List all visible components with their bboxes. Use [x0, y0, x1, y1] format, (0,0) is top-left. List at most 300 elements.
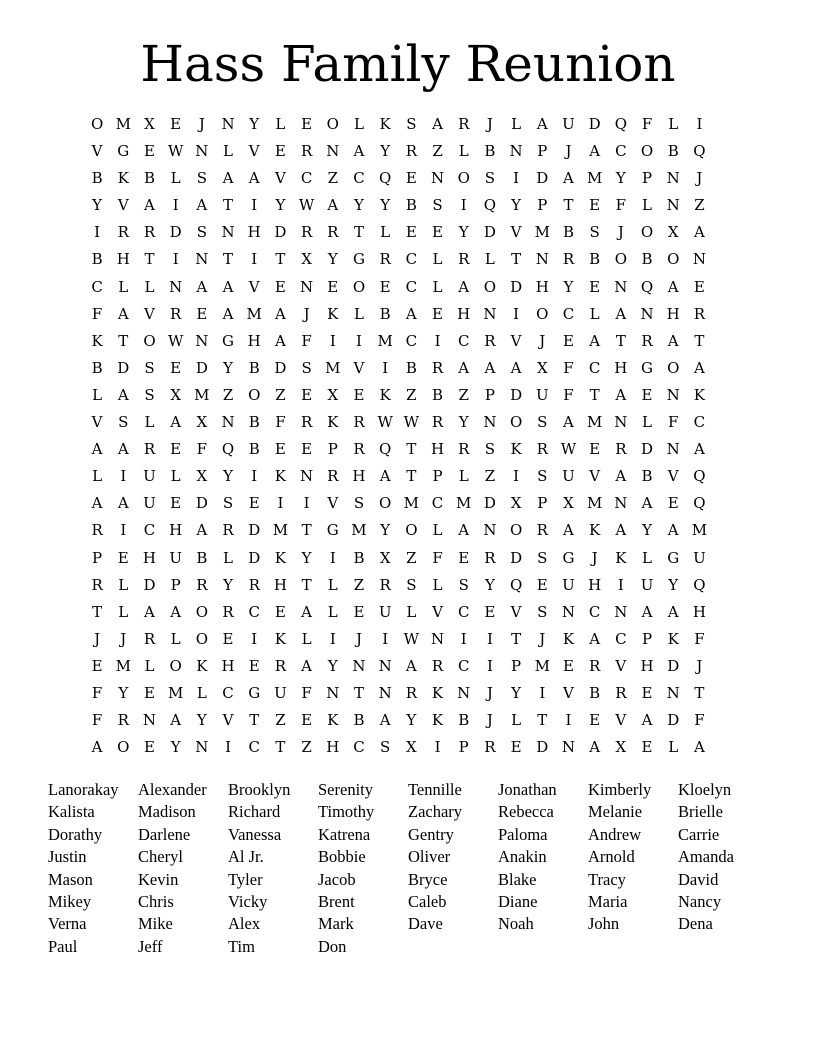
grid-letter: B	[589, 683, 601, 702]
grid-letter: M	[246, 304, 262, 323]
grid-letter: G	[222, 331, 235, 350]
grid-letter: R	[117, 223, 129, 242]
grid-letter: A	[91, 494, 103, 513]
grid-letter: L	[92, 385, 103, 404]
grid-letter: J	[696, 169, 703, 188]
word-list-item: Tyler	[228, 869, 263, 889]
grid-letter: A	[301, 602, 313, 621]
grid-letter: Z	[222, 385, 234, 404]
grid-letter: R	[300, 142, 313, 161]
grid-letter: E	[327, 277, 339, 296]
grid-letter: I	[434, 331, 441, 350]
grid-letter: J	[94, 629, 101, 648]
grid-letter: E	[589, 277, 601, 296]
grid-letter: L	[511, 115, 522, 133]
grid-letter: R	[222, 521, 234, 540]
grid-letter: B	[405, 358, 417, 377]
grid-letter: H	[614, 358, 628, 377]
word-list-item: Tennille	[408, 780, 462, 799]
grid-letter: O	[640, 223, 654, 242]
word-list-item: Amanda	[678, 847, 734, 867]
grid-letter: E	[641, 385, 653, 404]
word-list-item: Mike	[138, 914, 173, 934]
grid-letter: U	[693, 548, 706, 567]
grid-letter: C	[248, 738, 260, 757]
grid-letter: D	[483, 494, 496, 513]
grid-letter: G	[326, 521, 339, 540]
grid-letter: K	[327, 413, 339, 432]
grid-letter: I	[329, 548, 336, 567]
grid-letter: H	[352, 467, 366, 486]
grid-letter: B	[589, 250, 601, 269]
grid-letter: N	[483, 413, 497, 432]
grid-letter: E	[222, 629, 234, 648]
grid-letter: W	[377, 413, 393, 432]
grid-letter: V	[510, 331, 522, 350]
grid-letter: A	[222, 169, 234, 188]
grid-letter: K	[562, 629, 575, 648]
grid-letter: L	[327, 602, 338, 621]
grid-letter: I	[617, 575, 624, 594]
grid-letter: G	[562, 548, 575, 567]
grid-letter: I	[251, 467, 258, 486]
grid-letter: P	[537, 196, 548, 215]
grid-letter: C	[457, 656, 470, 675]
grid-letter: D	[248, 548, 261, 567]
grid-letter: H	[221, 656, 235, 675]
grid-letter: R	[458, 440, 470, 459]
grid-letter: L	[484, 250, 495, 269]
grid-letter: E	[248, 656, 260, 675]
word-list-item: Anakin	[498, 847, 547, 867]
grid-letter: Y	[380, 196, 391, 215]
grid-letter: R	[431, 656, 444, 675]
grid-letter: S	[589, 223, 600, 242]
grid-letter: R	[536, 440, 548, 459]
word-list-item: Rebecca	[498, 802, 554, 822]
grid-letter: F	[196, 440, 208, 459]
grid-letter: N	[483, 521, 497, 540]
grid-letter: L	[642, 196, 653, 215]
grid-letter: J	[486, 115, 493, 133]
grid-letter: S	[380, 738, 391, 757]
grid-letter: R	[379, 575, 391, 594]
grid-letter: L	[353, 304, 364, 323]
grid-letter: Q	[693, 575, 706, 594]
grid-letter: C	[615, 142, 627, 161]
grid-letter: S	[484, 169, 496, 188]
grid-letter: T	[275, 738, 286, 757]
grid-letter: I	[513, 467, 520, 486]
grid-letter: I	[120, 521, 127, 540]
grid-letter: I	[303, 494, 310, 513]
grid-letter: T	[615, 331, 626, 350]
grid-letter: R	[379, 250, 391, 269]
grid-letter: R	[405, 683, 417, 702]
grid-letter: D	[510, 277, 523, 296]
grid-letter: E	[693, 277, 705, 296]
grid-letter: B	[91, 358, 103, 377]
grid-letter: H	[588, 575, 602, 594]
grid-letter: L	[144, 277, 155, 296]
grid-letter: N	[326, 142, 340, 161]
grid-letter: B	[91, 169, 103, 188]
grid-letter: Q	[693, 494, 706, 513]
grid-letter: R	[353, 413, 365, 432]
grid-letter: E	[170, 115, 182, 133]
grid-letter: D	[536, 738, 549, 757]
word-list-item: Lanorakay	[48, 780, 119, 799]
grid-letter: C	[588, 358, 601, 377]
grid-letter: F	[91, 683, 103, 702]
grid-letter: V	[248, 277, 260, 296]
grid-letter: B	[458, 711, 470, 730]
grid-letter: D	[274, 358, 287, 377]
word-list-item: Brielle	[678, 802, 723, 822]
grid-letter: N	[483, 304, 497, 323]
grid-letter: Y	[327, 656, 338, 675]
grid-letter: L	[642, 548, 653, 567]
grid-letter: E	[170, 440, 182, 459]
grid-letter: L	[353, 115, 364, 133]
grid-letter: A	[563, 521, 574, 540]
grid-letter: J	[120, 629, 127, 648]
word-list-item: Cheryl	[138, 847, 183, 867]
grid-letter: C	[431, 494, 444, 513]
grid-letter: F	[694, 711, 705, 730]
grid-letter: P	[458, 738, 469, 757]
grid-letter: E	[667, 494, 679, 513]
grid-letter: V	[117, 196, 129, 215]
grid-letter: I	[539, 683, 546, 702]
word-list-item: Kevin	[138, 869, 179, 889]
grid-letter: U	[640, 575, 654, 594]
grid-letter: F	[563, 385, 574, 404]
grid-letter: B	[353, 711, 365, 730]
grid-letter: I	[513, 169, 520, 188]
grid-letter: F	[432, 548, 443, 567]
grid-letter: K	[196, 656, 208, 675]
grid-letter: L	[170, 169, 181, 188]
grid-letter: A	[274, 304, 286, 323]
grid-letter: W	[403, 413, 420, 432]
grid-letter: A	[432, 115, 443, 133]
grid-letter: Y	[170, 738, 181, 757]
grid-letter: C	[353, 738, 365, 757]
grid-letter: I	[120, 467, 127, 486]
grid-letter: D	[510, 548, 523, 567]
word-list-item: Tracy	[588, 869, 626, 889]
word-list-item: Chris	[138, 891, 174, 911]
grid-letter: A	[589, 331, 601, 350]
grid-letter: H	[247, 223, 261, 242]
grid-letter: A	[615, 304, 627, 323]
grid-letter: F	[91, 304, 103, 323]
word-list-item: Maria	[588, 891, 628, 911]
grid-letter: U	[143, 467, 156, 486]
grid-letter: W	[298, 196, 315, 215]
grid-letter: N	[195, 331, 209, 350]
grid-letter: R	[458, 250, 470, 269]
grid-letter: Y	[223, 467, 233, 486]
grid-letter: Z	[406, 548, 417, 567]
grid-letter: A	[693, 358, 705, 377]
grid-letter: S	[222, 494, 234, 513]
word-list-item: Mikey	[48, 891, 92, 911]
grid-letter: V	[91, 142, 103, 161]
grid-letter: X	[406, 738, 417, 757]
grid-letter: O	[640, 142, 654, 161]
grid-letter: N	[666, 169, 680, 188]
grid-letter: B	[248, 440, 260, 459]
grid-letter: A	[117, 494, 129, 513]
grid-letter: R	[353, 440, 365, 459]
grid-letter: C	[588, 602, 601, 621]
grid-letter: L	[223, 548, 234, 567]
grid-letter: L	[458, 467, 469, 486]
grid-letter: R	[196, 575, 208, 594]
grid-letter: R	[589, 656, 601, 675]
word-list	[48, 779, 768, 958]
grid-letter: I	[486, 656, 493, 675]
grid-letter: M	[115, 115, 131, 133]
grid-letter: A	[379, 711, 391, 730]
grid-letter: T	[694, 683, 705, 702]
grid-letter: Z	[694, 196, 705, 215]
grid-letter: K	[274, 467, 287, 486]
grid-letter: J	[539, 629, 546, 648]
grid-letter: T	[249, 711, 260, 730]
grid-letter: T	[406, 440, 417, 459]
grid-letter: R	[484, 548, 496, 567]
grid-letter: E	[379, 277, 391, 296]
grid-letter: R	[222, 602, 234, 621]
grid-letter: I	[329, 629, 336, 648]
grid-letter: U	[562, 575, 575, 594]
grid-letter: A	[667, 331, 679, 350]
grid-letter: R	[143, 223, 156, 242]
grid-letter: V	[91, 413, 103, 432]
grid-letter: V	[510, 223, 522, 242]
grid-letter: P	[641, 629, 653, 648]
grid-letter: N	[561, 738, 576, 757]
grid-letter: M	[167, 683, 184, 702]
grid-letter: A	[170, 413, 182, 432]
grid-letter: B	[91, 250, 103, 269]
grid-letter: A	[117, 385, 129, 404]
grid-letter: X	[170, 385, 181, 404]
grid-letter: H	[116, 250, 130, 269]
grid-letter: I	[356, 331, 362, 350]
grid-letter: X	[615, 738, 627, 757]
grid-letter: D	[195, 494, 208, 513]
grid-letter: Y	[380, 142, 391, 161]
grid-letter: V	[144, 304, 155, 323]
grid-letter: G	[248, 683, 261, 702]
grid-letter: E	[117, 548, 129, 567]
grid-letter: R	[327, 223, 339, 242]
word-list-item: Nancy	[678, 891, 722, 911]
grid-letter: E	[458, 548, 470, 567]
grid-letter: W	[167, 142, 184, 161]
grid-letter: A	[536, 115, 548, 133]
grid-letter: J	[591, 548, 598, 567]
grid-letter: W	[560, 440, 577, 459]
word-list-item: Al Jr.	[228, 847, 264, 867]
grid-letter: P	[537, 142, 548, 161]
grid-letter: Y	[458, 413, 469, 432]
grid-letter: I	[251, 196, 258, 215]
grid-letter: E	[405, 223, 417, 242]
grid-letter: A	[170, 711, 182, 730]
grid-letter: A	[484, 358, 496, 377]
word-list-item: Don	[318, 936, 347, 956]
word-list-item: Bobbie	[318, 847, 366, 867]
grid-letter: N	[614, 413, 628, 432]
grid-letter: L	[144, 413, 155, 432]
grid-letter: N	[666, 440, 680, 459]
grid-letter: H	[666, 304, 680, 323]
grid-letter: J	[198, 115, 205, 133]
grid-letter: K	[117, 169, 129, 188]
grid-letter: Q	[379, 440, 392, 459]
grid-letter: C	[405, 250, 418, 269]
grid-letter: T	[275, 250, 286, 269]
grid-letter: I	[277, 494, 284, 513]
grid-letter: A	[615, 521, 627, 540]
grid-letter: Y	[642, 521, 652, 540]
grid-letter: H	[430, 440, 445, 459]
grid-letter: L	[92, 467, 103, 486]
grid-letter: N	[666, 385, 680, 404]
grid-letter: Y	[511, 196, 522, 215]
word-search-grid	[84, 111, 713, 761]
grid-letter: S	[458, 575, 469, 594]
grid-letter: L	[144, 656, 155, 675]
grid-letter: O	[379, 494, 392, 513]
grid-letter: F	[668, 413, 679, 432]
grid-letter: A	[693, 440, 705, 459]
grid-letter: N	[221, 115, 235, 133]
grid-letter: D	[510, 385, 523, 404]
grid-letter: L	[511, 711, 522, 730]
grid-letter: R	[405, 142, 417, 161]
grid-letter: T	[537, 711, 548, 730]
grid-letter: A	[117, 440, 129, 459]
grid-letter: N	[430, 169, 445, 188]
grid-letter: J	[486, 711, 493, 730]
grid-letter: N	[352, 656, 366, 675]
grid-letter: A	[693, 223, 705, 242]
grid-letter: X	[536, 358, 548, 377]
grid-letter: T	[511, 250, 522, 269]
grid-letter: Y	[354, 196, 364, 215]
grid-letter: L	[432, 575, 443, 594]
grid-letter: R	[615, 683, 627, 702]
grid-letter: F	[301, 331, 312, 350]
grid-letter: T	[511, 629, 522, 648]
grid-letter: R	[170, 304, 182, 323]
grid-letter: T	[223, 196, 234, 215]
word-list-item: John	[588, 914, 620, 934]
grid-letter: U	[169, 548, 182, 567]
grid-letter: R	[562, 250, 575, 269]
grid-letter: V	[563, 683, 574, 702]
grid-letter: W	[167, 331, 184, 350]
grid-letter: F	[91, 711, 103, 730]
grid-letter: S	[406, 575, 417, 594]
grid-letter: T	[144, 250, 155, 269]
grid-letter: K	[667, 629, 679, 648]
grid-letter: R	[641, 331, 653, 350]
grid-letter: F	[615, 196, 627, 215]
grid-letter: K	[431, 683, 444, 702]
grid-letter: F	[301, 683, 312, 702]
grid-letter: V	[615, 711, 627, 730]
grid-letter: E	[274, 602, 286, 621]
grid-letter: A	[510, 358, 522, 377]
grid-letter: I	[251, 629, 258, 648]
word-list-item: Dave	[408, 914, 443, 934]
word-list-item: Katrena	[318, 824, 371, 844]
grid-letter: A	[91, 738, 103, 757]
grid-letter: L	[118, 602, 129, 621]
grid-letter: R	[431, 413, 444, 432]
grid-letter: V	[615, 656, 627, 675]
grid-letter: B	[143, 169, 155, 188]
grid-letter: J	[355, 629, 362, 648]
grid-letter: N	[300, 277, 314, 296]
grid-letter: A	[563, 169, 574, 188]
word-list-item: Madison	[138, 802, 196, 822]
grid-letter: E	[274, 440, 286, 459]
grid-letter: D	[195, 358, 208, 377]
grid-letter: A	[641, 711, 653, 730]
grid-letter: B	[379, 304, 391, 323]
grid-letter: I	[486, 629, 493, 648]
grid-letter: E	[301, 115, 313, 133]
word-list-item: Kalista	[48, 802, 95, 822]
grid-letter: Z	[458, 385, 469, 404]
grid-letter: Q	[509, 575, 523, 594]
grid-letter: B	[562, 223, 574, 242]
grid-letter: R	[484, 331, 496, 350]
grid-letter: E	[301, 711, 313, 730]
grid-letter: E	[170, 494, 182, 513]
grid-letter: A	[144, 196, 155, 215]
grid-letter: A	[405, 304, 417, 323]
word-list-item: Vanessa	[228, 824, 282, 844]
grid-letter: E	[301, 385, 313, 404]
grid-letter: J	[617, 223, 624, 242]
grid-letter: V	[353, 358, 365, 377]
grid-letter: L	[432, 521, 443, 540]
grid-letter: D	[667, 711, 680, 730]
grid-letter: O	[169, 656, 182, 675]
grid-letter: C	[405, 331, 418, 350]
grid-letter: N	[614, 277, 628, 296]
grid-letter: K	[693, 385, 706, 404]
grid-letter: F	[563, 358, 574, 377]
grid-letter: E	[589, 440, 601, 459]
grid-letter: D	[588, 115, 601, 133]
grid-letter: C	[457, 602, 470, 621]
grid-letter: L	[223, 142, 234, 161]
grid-letter: B	[405, 196, 417, 215]
grid-letter: N	[614, 494, 628, 513]
grid-letter: S	[537, 548, 548, 567]
grid-letter: N	[535, 250, 549, 269]
